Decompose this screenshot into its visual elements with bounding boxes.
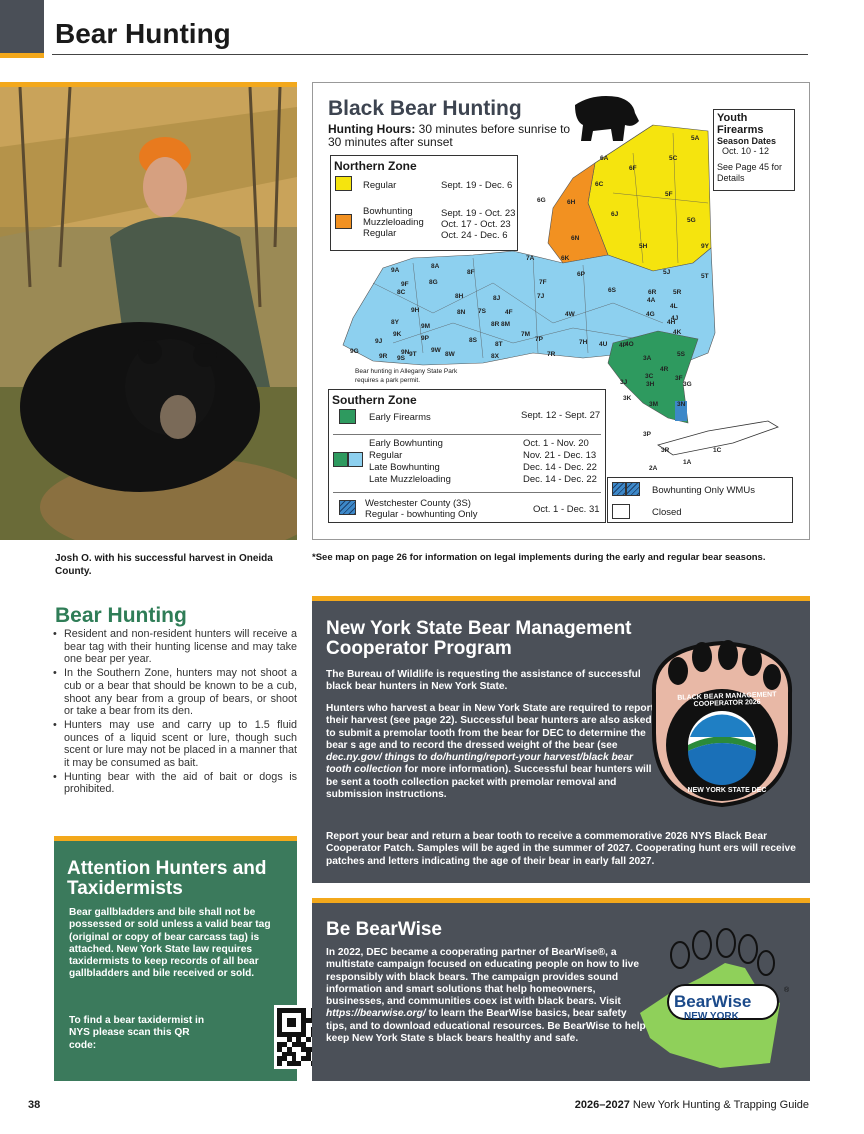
rule-item: • Hunting bear with the aid of bait or dogs is prohibited.	[53, 771, 297, 796]
cooperator-p1: The Bureau of Wildlife is requesting the assistance of successful black bear hunters in New York State.	[326, 669, 641, 693]
wmu-label: 4P	[619, 342, 627, 349]
hunting-hours-text: 30 minutes before sunrise to 30 minutes after sunset	[328, 122, 571, 149]
footer-guide-title: 2026–2027 New York Hunting & Trapping Guide	[574, 1099, 809, 1111]
northern-regular-dates: Sept. 19 - Dec. 6	[441, 180, 513, 191]
wmu-label: 3H	[646, 381, 655, 388]
wmu-label: 6N	[571, 235, 580, 242]
wmu-label: 7A	[526, 255, 535, 262]
northern-regular2-dates: Oct. 24 - Dec. 6	[441, 230, 508, 241]
wmu-label: 9N	[401, 349, 410, 356]
wmu-label: 9G	[350, 348, 359, 355]
wmu-label: 8C	[397, 289, 406, 296]
qr-instructions: To find a bear taxidermist in NYS please scan this QR code:	[69, 1015, 205, 1051]
wmu-label: 3P	[643, 431, 651, 438]
bearwise-panel	[312, 898, 810, 1081]
northern-zone-legend	[330, 155, 518, 251]
westchester-swatch	[339, 500, 356, 515]
wmu-label: 6G	[537, 197, 546, 204]
southern-early-bow-dates: Oct. 1 - Nov. 20	[523, 438, 589, 449]
wmu-label: 8H	[455, 293, 464, 300]
wmu-label: 8F	[467, 269, 475, 276]
wmu-label: 4G	[646, 311, 655, 318]
southern-late-bow-label: Late Bowhunting	[369, 462, 440, 473]
wmu-label: 3F	[675, 375, 683, 382]
wmu-label: 4A	[647, 297, 656, 304]
southern-early-firearms-dates: Sept. 12 - Sept. 27	[521, 410, 601, 421]
youth-title: Youth Firearms	[717, 112, 764, 136]
wmu-label: 5F	[665, 191, 673, 198]
wmu-label: 9H	[411, 307, 420, 314]
southern-combined-swatch-blue	[348, 452, 363, 467]
hunter-with-bear-image	[0, 87, 297, 540]
photo-caption: Josh O. with his successful harvest in Oneida County.	[55, 553, 273, 577]
wmu-label: 9W	[431, 347, 441, 354]
bearwise-title: Be BearWise	[326, 919, 442, 940]
patch-bottom-text: NEW YORK STATE DEC	[687, 787, 767, 794]
wmu-label: 4O	[625, 341, 634, 348]
bear-hunting-map-panel	[312, 82, 810, 540]
southern-combined-swatch-green	[333, 452, 348, 467]
southern-zone-title: Southern Zone	[332, 393, 417, 407]
rule-item: • Resident and non-resident hunters will receive a bear tag with their hunting license and may take one bear per year.	[53, 628, 297, 666]
hunter-photo	[0, 82, 297, 540]
northern-bow-label: Bowhunting	[363, 206, 413, 217]
wmu-label: 4R	[660, 366, 669, 373]
wmu-label: 8A	[431, 263, 440, 270]
southern-early-firearms-label: Early Firearms	[369, 412, 431, 423]
tooth-collection-link[interactable]: dec.ny.gov/ things to do/hunting/report-your harvest/black bear tooth collection	[326, 752, 633, 776]
southern-early-bow-label: Early Bowhunting	[369, 438, 443, 449]
wmu-label: 8R	[491, 321, 500, 328]
wmu-label: 5G	[687, 217, 696, 224]
youth-dates: Oct. 10 - 12	[722, 146, 770, 156]
northern-muzzle-label: Muzzleloading	[363, 217, 424, 228]
wmu-label: 5H	[639, 243, 648, 250]
southern-late-bow-dates: Dec. 14 - Dec. 22	[523, 462, 597, 473]
attention-body: Bear gallbladders and bile shall not be possessed or sold unless a valid bear tag (original or copy of bear carcass tag) is attached. New York State law requires taxidermists to keep records of all bear gallbladders and bile received or sold.	[69, 907, 271, 980]
special-wmu-legend	[607, 477, 793, 523]
wmu-label: 1A	[683, 459, 692, 466]
wmu-label: 4H	[667, 319, 676, 326]
bear-hunting-rules-list	[53, 628, 297, 797]
wmu-label: 6K	[561, 255, 570, 262]
southern-regular-label: Regular	[369, 450, 403, 461]
wmu-label: 7M	[521, 331, 531, 338]
northern-zone-title: Northern Zone	[334, 159, 417, 173]
wmu-label: 7H	[579, 339, 588, 346]
wmu-label: 9T	[409, 351, 417, 358]
wmu-label: 9Y	[701, 243, 709, 250]
bearwise-registered-mark: ®	[784, 987, 790, 994]
wmu-label: 4F	[505, 309, 513, 316]
closed-label: Closed	[652, 507, 682, 518]
northern-regular-swatch	[335, 176, 352, 191]
wmu-label: 5A	[691, 135, 700, 142]
bear-cooperator-patch-icon	[642, 623, 802, 813]
wmu-label: 4U	[599, 341, 608, 348]
attention-title: Attention Hunters and Taxidermists	[67, 858, 267, 899]
cooperator-title: New York State Bear Management Cooperator Program	[326, 618, 632, 659]
southern-regular-dates: Nov. 21 - Dec. 13	[523, 450, 597, 461]
wmu-label: 1C	[713, 447, 722, 454]
wmu-label: 9A	[391, 267, 400, 274]
wmu-label: 5R	[673, 289, 682, 296]
westchester-sub: Regular - bowhunting Only	[365, 509, 478, 520]
southern-late-muzzle-dates: Dec. 14 - Dec. 22	[523, 474, 597, 485]
hunting-hours-label: Hunting Hours:	[328, 122, 416, 136]
wmu-label: 8J	[493, 295, 501, 302]
wmu-label: 8T	[495, 341, 503, 348]
page-title: Bear Hunting	[55, 18, 231, 49]
wmu-label: 3M	[649, 401, 659, 408]
wmu-label: 6P	[577, 271, 585, 278]
wmu-label: 9S	[397, 355, 405, 362]
bearwise-logo-sub: NEW YORK	[684, 1011, 739, 1022]
bear-hunting-section-title: Bear Hunting	[55, 604, 187, 627]
northern-muzzle-dates: Oct. 17 - Oct. 23	[441, 219, 511, 230]
wmu-label: 8G	[429, 279, 438, 286]
patch-top-text: BLACK BEAR MANAGEMENT COOPERATOR 2026	[677, 691, 777, 709]
bearwise-body: In 2022, DEC became a cooperating partner of BearWise®, a multistate campaign focused on educating people on how to live responsibly with black bears. The campaign provides sound information and smart solutions that help homeowners, businesses, and communities coex ist with black bears. Visit https://bearwise.org/ to learn the BearWise basics, bear safety tips, and to download educational resources. Be BearWise to help keep New York State s black bears healthy and safe.	[326, 947, 646, 1045]
wmu-label: 8Y	[391, 319, 399, 326]
wmu-label: 7R	[547, 351, 556, 358]
youth-note: See Page 45 for Details	[717, 162, 783, 183]
wmu-label: 6A	[600, 155, 609, 162]
northern-bow-swatch	[335, 214, 352, 229]
cooperator-program-panel	[312, 596, 810, 883]
map-footnote: *See map on page 26 for information on legal implements during the early and regular bear seasons.	[312, 552, 766, 563]
rule-item: • In the Southern Zone, hunters may not shoot a cub or a bear that should be known to be a cub, shoot any bear from a group of bears, or shoot or take a bear from its den.	[53, 667, 297, 718]
wmu-label: 3G	[683, 381, 692, 388]
header-accent-bar	[0, 0, 44, 58]
westchester-label: Westchester County (3S)	[365, 498, 471, 509]
wmu-label: 4W	[565, 311, 575, 318]
title-divider	[52, 54, 808, 55]
wmu-label: 8M	[501, 321, 511, 328]
wmu-label: 6C	[595, 181, 604, 188]
page-number: 38	[28, 1099, 41, 1111]
bearwise-link[interactable]: https://bearwise.org/	[326, 1008, 426, 1020]
wmu-label: 3C	[645, 373, 654, 380]
southern-zone-legend	[328, 389, 606, 523]
wmu-label: 5C	[669, 155, 678, 162]
wmu-label: 6R	[648, 289, 657, 296]
bow-only-swatch-1	[612, 482, 626, 496]
wmu-label: 5J	[663, 269, 671, 276]
wmu-label: 3J	[620, 379, 628, 386]
bow-only-label: Bowhunting Only WMUs	[652, 485, 755, 496]
wmu-label: 7J	[537, 293, 545, 300]
wmu-label: 3R	[661, 447, 670, 454]
wmu-label: 6J	[611, 211, 619, 218]
wmu-label: 9R	[379, 353, 388, 360]
southern-late-muzzle-label: Late Muzzleloading	[369, 474, 451, 485]
wmu-label: 6F	[629, 165, 637, 172]
wmu-label: 3A	[643, 355, 652, 362]
southern-early-firearms-swatch	[339, 409, 356, 424]
wmu-label: 5S	[677, 351, 685, 358]
wmu-label: 9M	[421, 323, 431, 330]
wmu-label: 4L	[670, 303, 678, 310]
wmu-label: 5T	[701, 273, 709, 280]
youth-firearms-legend	[713, 109, 795, 191]
wmu-label: 3K	[623, 395, 632, 402]
wmu-label: 4K	[673, 329, 682, 336]
northern-regular-zone	[588, 125, 711, 271]
youth-subtitle: Season Dates	[717, 136, 777, 146]
map-title: Black Bear Hunting	[328, 97, 522, 120]
westchester-dates: Oct. 1 - Dec. 31	[533, 504, 600, 515]
wmu-label: 4J	[671, 315, 679, 322]
wmu-label: 9F	[401, 281, 409, 288]
wmu-label: 7F	[539, 279, 547, 286]
wmu-label: 6H	[567, 199, 576, 206]
wmu-label: 8W	[445, 351, 455, 358]
northern-regular-label: Regular	[363, 180, 397, 191]
wmu-label: 3N	[677, 401, 686, 408]
wmu-label: 9J	[375, 338, 383, 345]
cooperator-p3: Report your bear and return a bear tooth to receive a commemorative 2026 NYS Black Bear Cooperator Patch. Samples will be aged in the summer of 2027. Cooperating hunt ers will receive patches and letters indicating the age of their bear in early fall 2027.	[326, 831, 796, 867]
bear-silhouette-icon	[575, 96, 639, 141]
wmu-label: 7P	[535, 336, 543, 343]
wmu-label: 7S	[478, 308, 486, 315]
bow-only-swatch-2	[626, 482, 640, 496]
cooperator-p2: Hunters who harvest a bear in New York State are required to report their harvest (see page 22). Successful bear hunters are also asked to submit a premolar tooth from the bear for DEC to determine the bear s age and to record the dressed weight of the bear (see dec.ny.gov/ things to do/hunting/report-your harvest/black bear tooth collection for more information). Successful bear hunters will be sent a tooth collection packet with premolar removal and submission instructions.	[326, 703, 654, 801]
bearwise-logo-text: BearWise	[674, 992, 752, 1011]
northern-regular2-label: Regular	[363, 228, 397, 239]
wmu-label: 8S	[469, 337, 477, 344]
wmu-label: 8X	[491, 353, 499, 360]
wmu-label: 6S	[608, 287, 616, 294]
wmu-label: 2A	[649, 465, 658, 472]
rule-item: • Hunters may use and carry up to 1.5 fluid ounces of a liquid scent or lure, though such scent or lure may not be placed in a manner that it may be consumed as bait.	[53, 719, 297, 770]
northern-bow-dates: Sept. 19 - Oct. 23	[441, 208, 516, 219]
wmu-label: 8N	[457, 309, 466, 316]
closed-swatch	[612, 504, 630, 519]
allegany-park-note: Bear hunting in Allegany State Park requires a park permit.	[355, 368, 458, 384]
attention-taxidermists-panel	[54, 836, 297, 1081]
wmu-label: 9K	[393, 331, 402, 338]
wmu-label: 9P	[421, 335, 429, 342]
